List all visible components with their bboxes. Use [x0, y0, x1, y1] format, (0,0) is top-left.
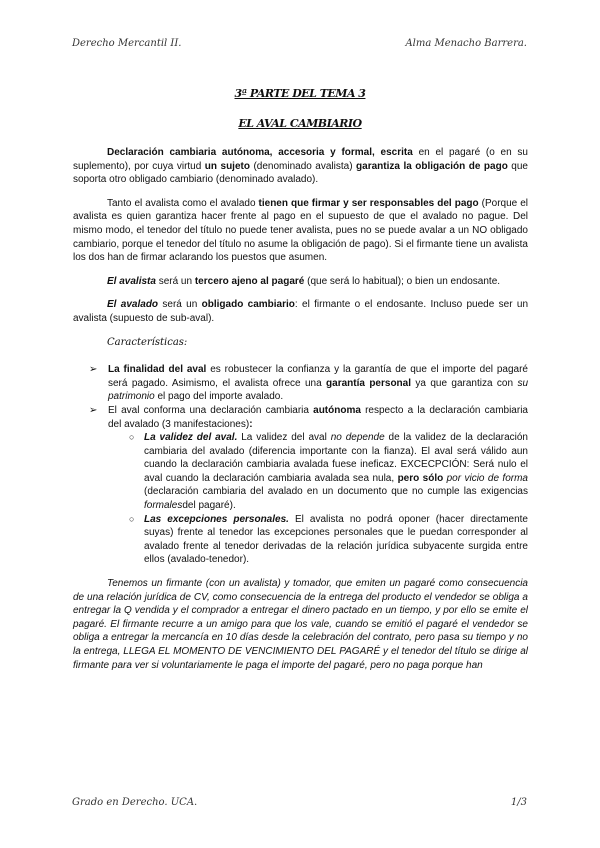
text: ya que garantiza con [411, 377, 518, 389]
bold-text: pero sólo [397, 472, 444, 484]
list-item [129, 431, 528, 513]
text: de la validez de la declaración cambiaria del avalado (diferencia importante con la fianza). El aval será válido aun cuando la declaración cambiaria avalada fuese ineficaz. EXCECPCIÓN: Será nulo el aval cuando la declaración cambiaria avalada sea nula, [144, 432, 528, 484]
circle-bullet-icon: ○ [129, 513, 135, 524]
text: (declaración cambiaria del avalado en un documento que no cumple las exigencias [144, 486, 528, 498]
header-right: Alma Menacho Barrera. [405, 38, 527, 49]
italic-text: por vicio de forma [443, 472, 528, 484]
section-title: 3ª PARTE DEL TEMA 3 [234, 87, 366, 100]
italic-text: su patrimonio [108, 377, 528, 403]
list-item [129, 513, 528, 567]
bold-italic-text: El avalista [107, 275, 156, 287]
manifestations-list [108, 431, 528, 567]
list-item [89, 404, 528, 567]
circle-bullet-icon: ○ [129, 432, 135, 443]
text: es robustecer la confianza y la garantía de que el importe del pagaré será pagado. Asimismo, el avalista ofrece una [108, 364, 528, 389]
text: será un [158, 299, 202, 311]
characteristics-heading: Características: [107, 336, 188, 348]
bold-text: tienen que firmar y ser responsables del pago [258, 197, 479, 209]
text: La validez del aval [237, 432, 331, 444]
italic-text: formales [144, 500, 183, 512]
header-left: Derecho Mercantil II. [72, 38, 182, 49]
section-subtitle: EL AVAL CAMBIARIO [238, 117, 362, 130]
document-body [73, 146, 528, 682]
text: el pago del importe avalado. [154, 391, 284, 403]
text: respecto a la declaración cambiaria del avalado (3 manifestaciones) [108, 404, 528, 430]
footer-left: Grado en Derecho. UCA. [72, 797, 198, 808]
text: (que será lo habitual); o bien un endosante. [304, 275, 501, 287]
bold-text: Declaración cambiaria autónoma, accesoria y formal, escrita [107, 147, 413, 158]
text: en el pagaré (o en su suplemento), por cuya virtud [73, 147, 528, 172]
arrow-bullet-icon: ➢ [89, 404, 98, 416]
characteristics-list [73, 363, 528, 567]
italic-text: no depende [330, 432, 385, 444]
page-number: 1/3 [510, 797, 527, 808]
text: (denominado avalista) [249, 160, 357, 172]
bold-text: garantía personal [326, 377, 411, 389]
bold-italic-text: La validez del aval. [144, 432, 238, 444]
bold-text: autónoma [313, 404, 361, 416]
paragraph-avalado [73, 298, 528, 325]
paragraph-avalista [73, 275, 528, 289]
text: El aval conforma una declaración cambiaria [108, 404, 314, 416]
bold-italic-text: El avalado [107, 299, 159, 311]
bold-text: obligado cambiario [201, 299, 295, 311]
example-paragraph: Tenemos un firmante (con un avalista) y tomador, que emiten un pagaré como consecuencia de una relación jurídica de CV, como consecuencia de la entrega del producto el vendedor se obliga a entregar la Q vendida y el comprador a entregar el dinero pactado en un tiempo, y por ello se emite el pagaré. El firmante recurre a un amigo para que los vale, cuando se emitió el pagaré el vendedor se obliga a entregar la mercancía en 10 días desde la celebración del contrato, pero pasa su tiempo y no la entrega, LLEGA EL MOMENTO DE VENCIMIENTO DEL PAGARÉ y el tenedor del título se dirige al firmante para ver si voluntariamente le paga el importe del pagaré, pero no paga porque han [73, 578, 528, 671]
bold-text: : [249, 418, 253, 430]
bold-text: La finalidad del aval [108, 364, 207, 376]
text: del pagaré). [182, 500, 236, 512]
text: que soporta otro obligado cambiario (denominado avalado). [73, 160, 528, 186]
text: Tanto el avalista como el avalado [107, 197, 259, 209]
text: será un [155, 275, 195, 287]
paragraph-signing [73, 197, 528, 265]
text: : el firmante o el endosante. Incluso puede ser un avalista (supuesto de sub-aval). [73, 299, 529, 324]
bold-text: un sujeto [204, 160, 250, 172]
paragraph-definition [73, 146, 528, 187]
arrow-bullet-icon: ➢ [89, 364, 98, 376]
text: (Porque el avalista es quien garantiza hacer frente al pago en el supuesto de que el avalado no pague. Del mismo modo, el tenedor del título no puede tener avalista, pues no se puede avalar a un NO obligado cambiario, porque el tenedor del título no asume la obligación de pago). Si el firmante tiene un avalista los dos han de firmar aclarando los puestos que asumen. [73, 197, 529, 264]
bold-text: garantiza la obligación de pago [356, 160, 508, 172]
bold-italic-text: Las excepciones personales. [144, 513, 289, 525]
bold-text: tercero ajeno al pagaré [194, 275, 305, 287]
list-item [89, 363, 528, 404]
text: El avalista no podrá oponer (hacer directamente suyas) frente al tenedor las excepciones personales que le puedan corresponder al avalado frente al tenedor derivadas de la relación jurídica subyacente surgida entre ellos (avalado-tenedor). [144, 513, 528, 566]
